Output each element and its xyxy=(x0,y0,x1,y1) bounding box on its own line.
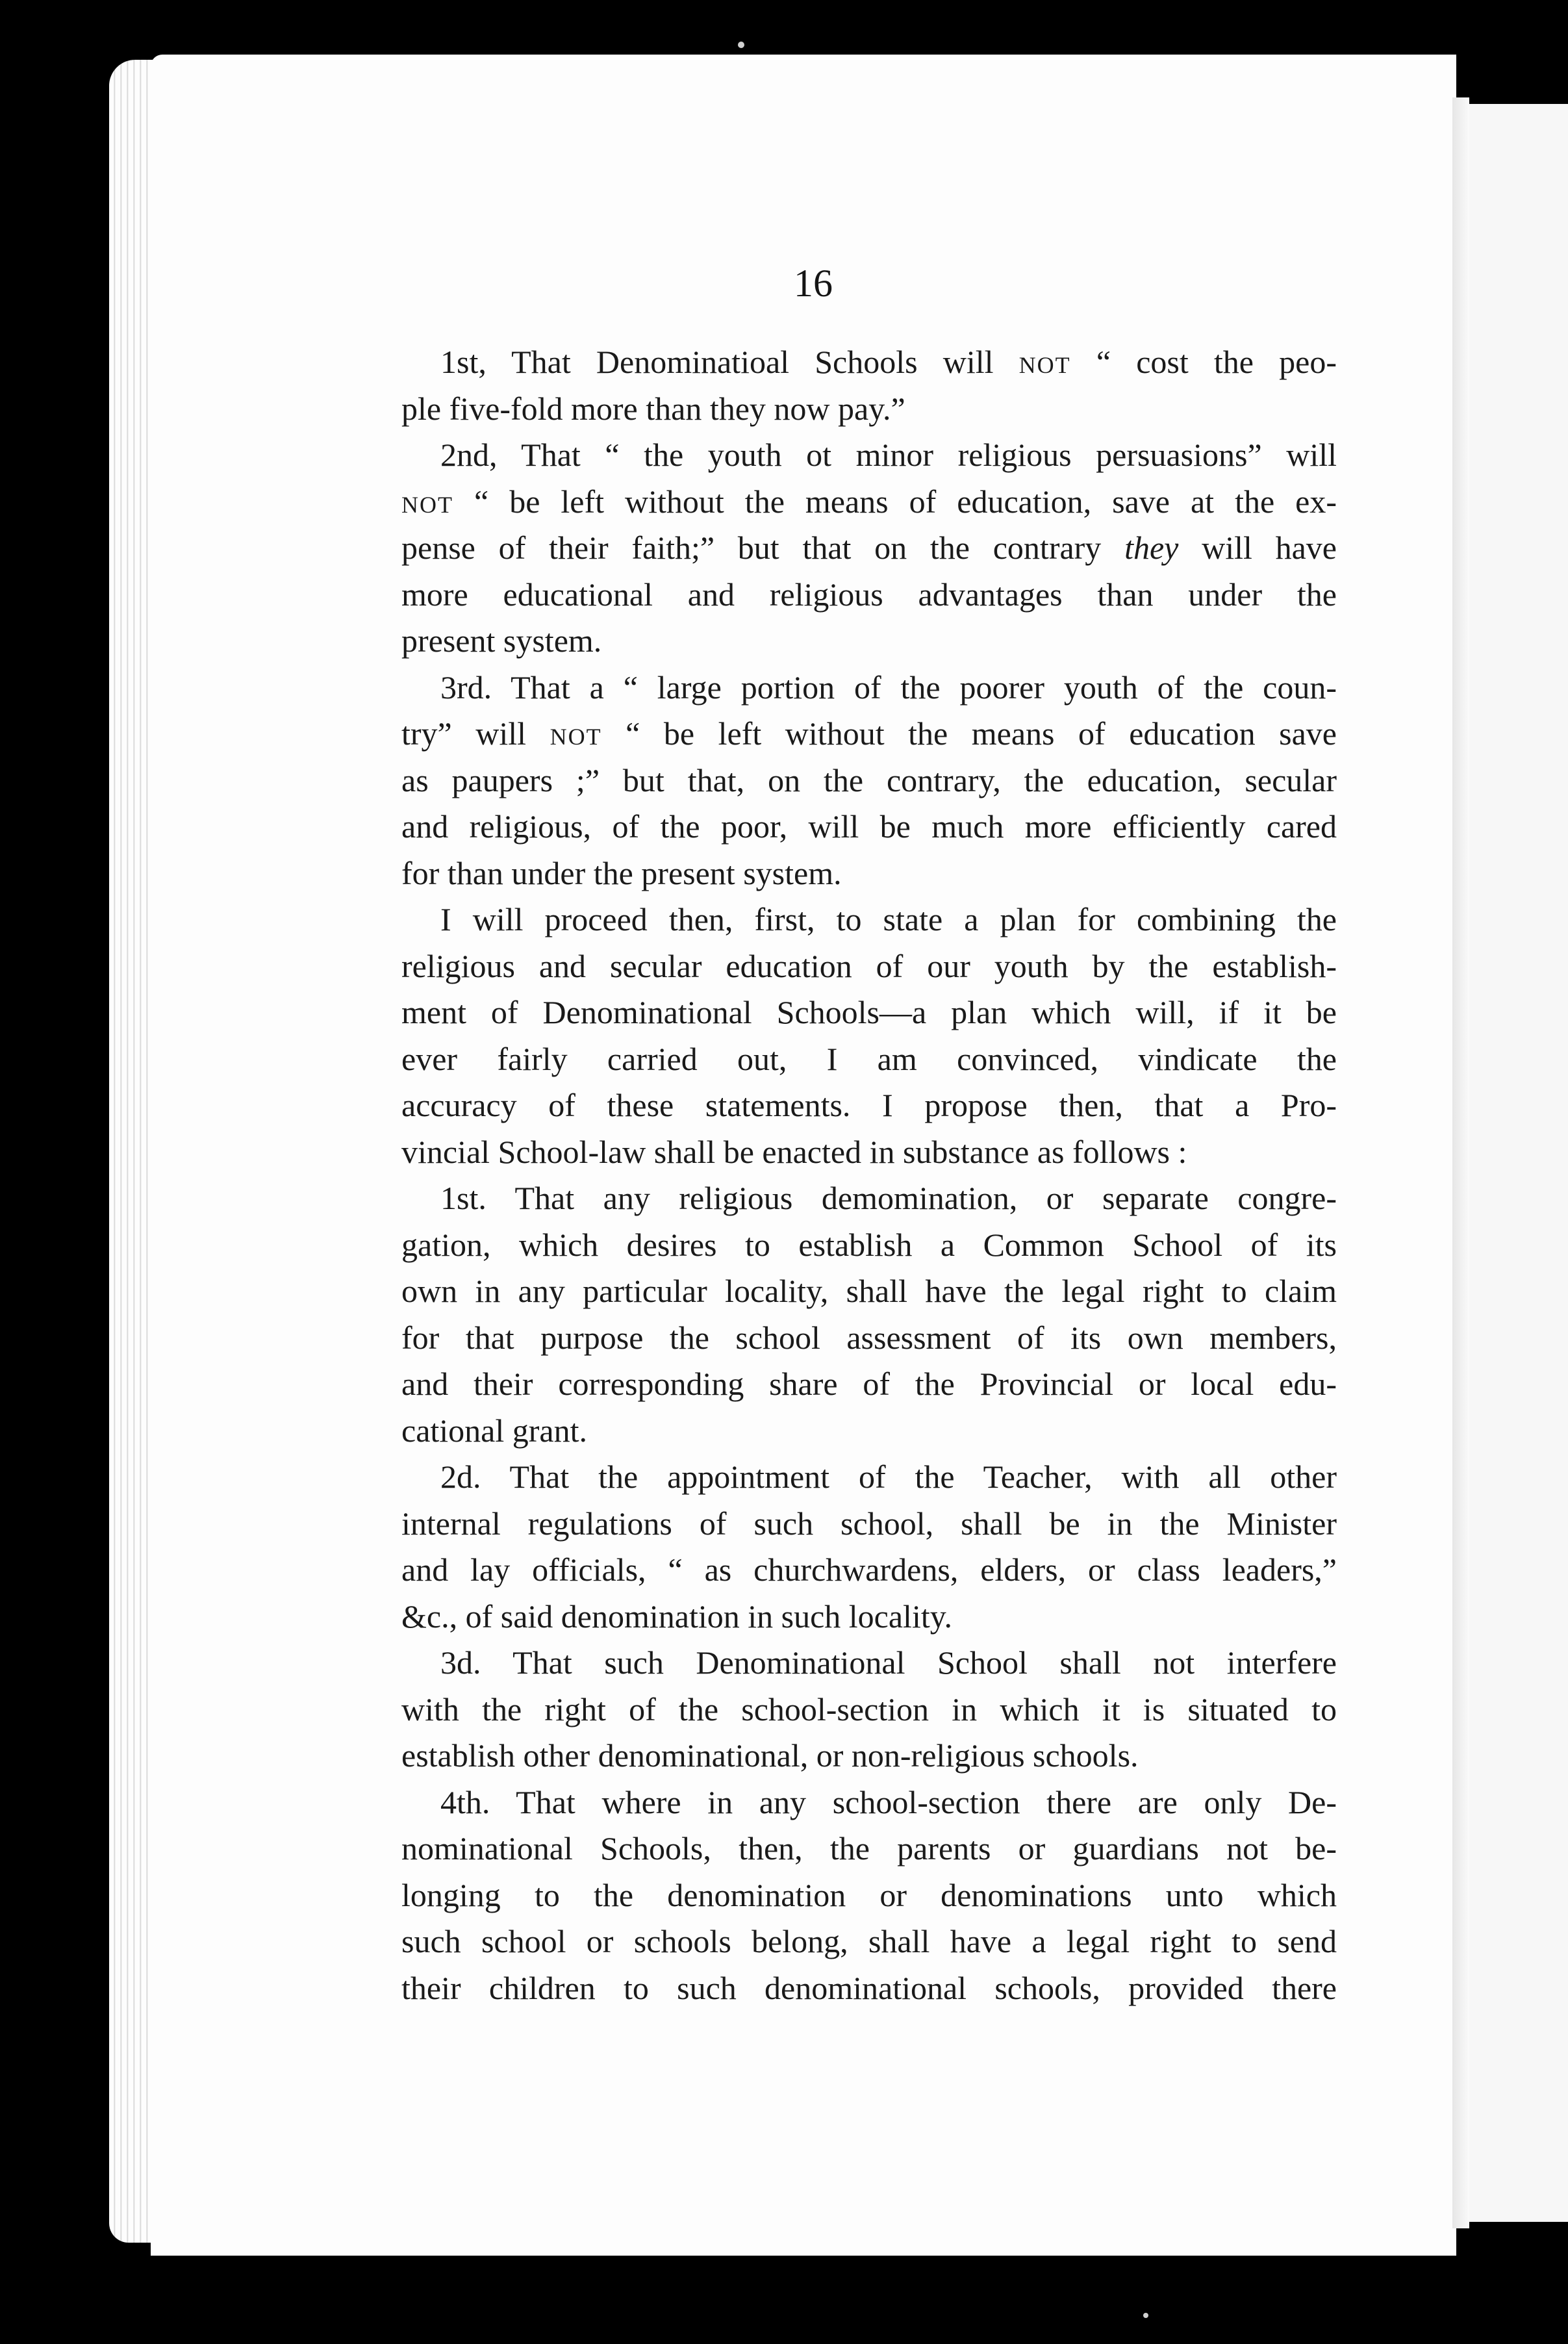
text-run: more educational and religious advantages than under the xyxy=(401,576,1337,613)
text-run: 3d. That such Denominational School shall not interfere xyxy=(440,1644,1337,1681)
text-line xyxy=(401,1454,1337,1501)
small-caps-run: NOT xyxy=(550,724,602,750)
text-line xyxy=(401,758,1337,804)
text-line xyxy=(401,1965,1337,2012)
text-run: pense of their faith;” but that on the contrary xyxy=(401,529,1125,566)
text-run: for than under the present system. xyxy=(401,854,842,891)
body-text xyxy=(401,339,1337,2011)
text-line xyxy=(401,572,1337,618)
text-line xyxy=(401,1315,1337,1362)
text-line xyxy=(401,1222,1337,1269)
text-run: establish other denominational, or non-religious schools. xyxy=(401,1737,1139,1774)
text-line xyxy=(401,1501,1337,1548)
text-run: ever fairly carried out, I am convinced, vindicate the xyxy=(401,1040,1337,1077)
text-run: cational grant. xyxy=(401,1412,587,1449)
text-line xyxy=(401,1687,1337,1733)
text-line xyxy=(401,665,1337,711)
text-run: for that purpose the school assessment of its own members, xyxy=(401,1319,1337,1356)
scan-speck xyxy=(738,42,744,48)
text-run: 1st. That any religious demomination, or separate congre- xyxy=(440,1180,1337,1216)
text-run: try” will xyxy=(401,715,550,752)
text-line xyxy=(401,618,1337,665)
scan-speck xyxy=(1143,2313,1148,2318)
text-run: and religious, of the poor, will be much more efficiently cared xyxy=(401,808,1337,845)
text-run: internal regulations of such school, shall be in the Minister xyxy=(401,1505,1337,1542)
text-line xyxy=(401,804,1337,850)
text-run: their children to such denominational schools, provided there xyxy=(401,1969,1337,2006)
text-line xyxy=(401,1408,1337,1455)
small-caps-run: NOT xyxy=(1018,352,1071,378)
text-line xyxy=(401,1082,1337,1129)
text-line xyxy=(401,479,1337,526)
text-run: &c., of said denomination in such locality. xyxy=(401,1598,952,1635)
text-run: gation, which desires to establish a Common School of its xyxy=(401,1226,1337,1263)
text-line xyxy=(401,1733,1337,1779)
text-run: as paupers ;” but that, on the contrary, the education, secular xyxy=(401,761,1337,798)
facing-page-edge xyxy=(1469,104,1568,2222)
text-line xyxy=(401,1640,1337,1687)
text-line xyxy=(401,432,1337,479)
text-line xyxy=(401,1361,1337,1408)
text-run: “ cost the peo- xyxy=(1070,344,1337,380)
text-run: such school or schools belong, shall have a legal right to send xyxy=(401,1923,1337,1959)
text-line xyxy=(401,1779,1337,1826)
text-run: accuracy of these statements. I propose then, that a Pro- xyxy=(401,1087,1337,1123)
text-line xyxy=(401,1547,1337,1594)
text-line xyxy=(401,1872,1337,1919)
text-line xyxy=(401,1826,1337,1872)
text-line xyxy=(401,1594,1337,1640)
text-run: vincial School-law shall be enacted in substance as follows : xyxy=(401,1133,1187,1170)
text-line xyxy=(401,989,1337,1036)
text-run: “ be left without the means of education, save at the ex- xyxy=(453,483,1337,520)
text-run: 4th. That where in any school-section there are only De- xyxy=(440,1783,1337,1820)
text-line xyxy=(401,1268,1337,1315)
italic-run: they xyxy=(1124,529,1179,566)
text-run: ple five-fold more than they now pay.” xyxy=(401,390,905,427)
text-line xyxy=(401,386,1337,433)
text-run: “ be left without the means of education save xyxy=(601,715,1337,752)
text-line xyxy=(401,897,1337,943)
text-run: nominational Schools, then, the parents or guardians not be- xyxy=(401,1830,1337,1866)
text-run: and lay officials, “ as churchwardens, elders, or class leaders,” xyxy=(401,1551,1337,1588)
text-line xyxy=(401,1175,1337,1222)
text-run: 3rd. That a “ large portion of the poorer youth of the coun- xyxy=(440,669,1337,706)
small-caps-run: NOT xyxy=(401,491,453,518)
text-line xyxy=(401,1129,1337,1176)
text-line xyxy=(401,525,1337,572)
text-line xyxy=(401,1036,1337,1083)
text-line xyxy=(401,1918,1337,1965)
text-run: and their corresponding share of the Provincial or local edu- xyxy=(401,1366,1337,1402)
text-run: with the right of the school-section in which it is situated to xyxy=(401,1690,1337,1727)
text-line xyxy=(401,339,1337,386)
text-run: 2nd, That “ the youth ot minor religious persuasions” will xyxy=(440,437,1337,473)
text-line xyxy=(401,711,1337,758)
text-run: ment of Denominational Schools—a plan which will, if it be xyxy=(401,994,1337,1030)
text-run: 1st, That Denominatioal Schools will xyxy=(440,344,1019,380)
text-run: longing to the denomination or denominations unto which xyxy=(401,1876,1337,1913)
text-run: will have xyxy=(1178,529,1337,566)
text-run: own in any particular locality, shall have the legal right to claim xyxy=(401,1273,1337,1309)
spine-shadow xyxy=(1452,97,1469,2228)
page-number: 16 xyxy=(794,262,833,305)
text-run: 2d. That the appointment of the Teacher, with all other xyxy=(440,1459,1337,1495)
text-run: religious and secular education of our youth by the establish- xyxy=(401,947,1337,984)
text-run: I will proceed then, first, to state a plan for combining the xyxy=(440,901,1337,937)
text-line xyxy=(401,943,1337,990)
text-run: present system. xyxy=(401,622,602,659)
text-line xyxy=(401,850,1337,897)
